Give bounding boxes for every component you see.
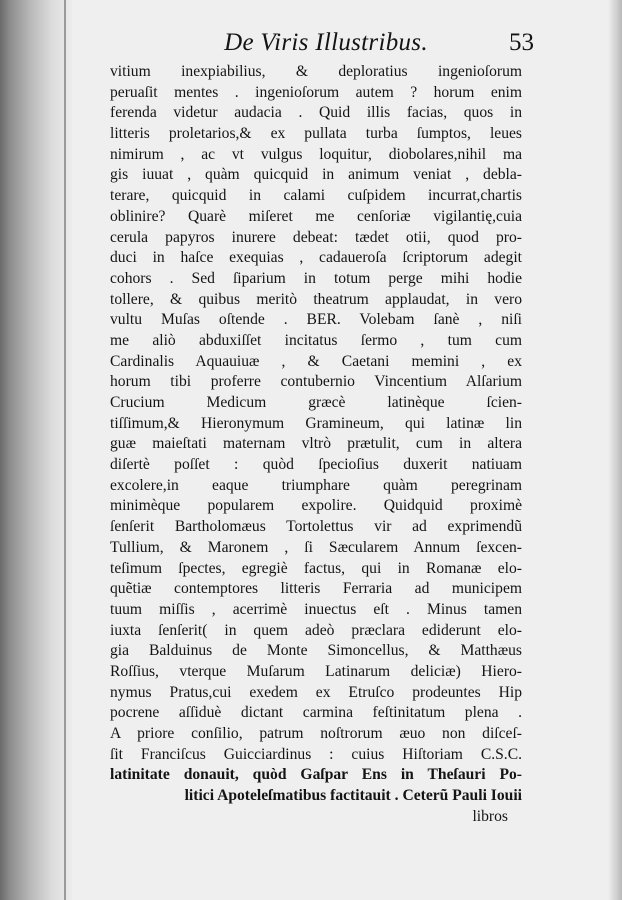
text-line: litici Apoteleſmatibus factitauit . Ceterũ Pauli Iouii [184, 787, 522, 805]
gutter-fold-line [64, 0, 66, 900]
text-line: teſimum ſpectes, egregiè factus, qui in Romanæ elo- [110, 559, 522, 577]
text-line: tollere, & quibus meritò theatrum applaudat, in vero [110, 290, 522, 308]
text-line: pocrene aſſiduè dictant carmina feſtinitatum plena . [110, 704, 522, 722]
text-line: vitium inexpiabilius, & deploratius ingenioſorum [110, 63, 522, 80]
text-line: Cardinalis Aquauiuæ , & Caetani memini , ex [110, 352, 522, 370]
text-line: Crucium Medicum græcè latinèque ſcien- [110, 394, 522, 411]
text-line: diſertè poſſet : quòd ſpecioſius duxerit natiuam [110, 456, 522, 474]
text-line: ferenda videtur audacia . Quid illis facias, quos in [110, 104, 522, 122]
text-line: horum tibi proferre contubernio Vincentium Alſarium [110, 373, 522, 391]
page-edge-shadow [608, 0, 622, 900]
text-line: nimirum , ac vt vulgus loquitur, diobolares,nihil ma [110, 145, 522, 163]
text-line: excolere,in eaque triumphare quàm peregrinam [110, 476, 522, 494]
text-line: gia Balduinus de Monte Simoncellus, & Matthæus [110, 642, 522, 660]
text-line: peruaſit mentes . ingenioſorum autem ? horum enim [110, 83, 522, 101]
page-text-block [110, 28, 534, 827]
text-line: oblinire? Quarè miſeret me cenſoriæ vigilantię,cuia [110, 207, 522, 225]
body-text [110, 62, 522, 807]
catchword: libros [472, 807, 508, 825]
text-line: me aliò abduxiſſet incitatus ſermo , tum cum [110, 331, 522, 349]
text-line: Roſſius, vterque Muſarum Latinarum deliciæ) Hiero- [110, 662, 522, 680]
running-title: De Viris Illustribus. [224, 29, 428, 56]
text-line: nymus Pratus,cui exedem ex Etruſco prodeuntes Hip [110, 683, 522, 701]
text-line: A priore conſilio, patrum noſtrorum æuo non diſceſ- [110, 725, 522, 742]
text-line: gis iuuat , quàm quicquid in animum veniat , debla- [110, 166, 522, 184]
text-line: litteris proletarios,& ex pullata turba ſumptos, leues [110, 125, 522, 143]
text-line: terare, quicquid in calami cuſpidem incurrat,chartis [110, 187, 522, 205]
text-line: guæ maieſtati maternam vltrò prætulit, cum in altera [110, 435, 522, 453]
text-line: latinitate donauit, quòd Gaſpar Ens in Theſauri Po- [110, 766, 522, 784]
text-line: duci in haſce exequias , cadaueroſa ſcriptorum adegit [110, 249, 522, 267]
text-line: cerula papyros inurere debeat: tædet otii, quod pro- [110, 228, 522, 246]
page-number: 53 [509, 29, 534, 56]
text-line: ſenſerit Bartholomæus Tortolettus vir ad exprimendũ [110, 518, 522, 536]
text-line: tiſſimum,& Hieronymum Gramineum, qui latinæ lin [110, 414, 522, 432]
text-line: ſit Franciſcus Guicciardinus : cuius Hiſtoriam C.S.C. [110, 745, 522, 763]
page-header [110, 28, 534, 62]
text-line: tuum miſſis , acerrimè inuectus eſt . Minus tamen [110, 600, 522, 618]
text-line: Tullium, & Maronem , ſi Sæcularem Annum ſexcen- [110, 538, 522, 556]
text-line: minimèque popularem expolire. Quidquid proximè [110, 497, 522, 515]
text-line: vultu Muſas oſtende . BER. Volebam ſanè , niſi [110, 311, 522, 329]
text-line: iuxta ſenſerit( in quem adeò præclara ediderunt elo- [110, 621, 522, 639]
text-line: quẽtiæ contemptores litteris Ferraria ad municipem [110, 580, 522, 598]
text-line: cohors . Sed ſiparium in totum perge mihi hodie [110, 269, 522, 287]
book-gutter-shadow [0, 0, 72, 900]
